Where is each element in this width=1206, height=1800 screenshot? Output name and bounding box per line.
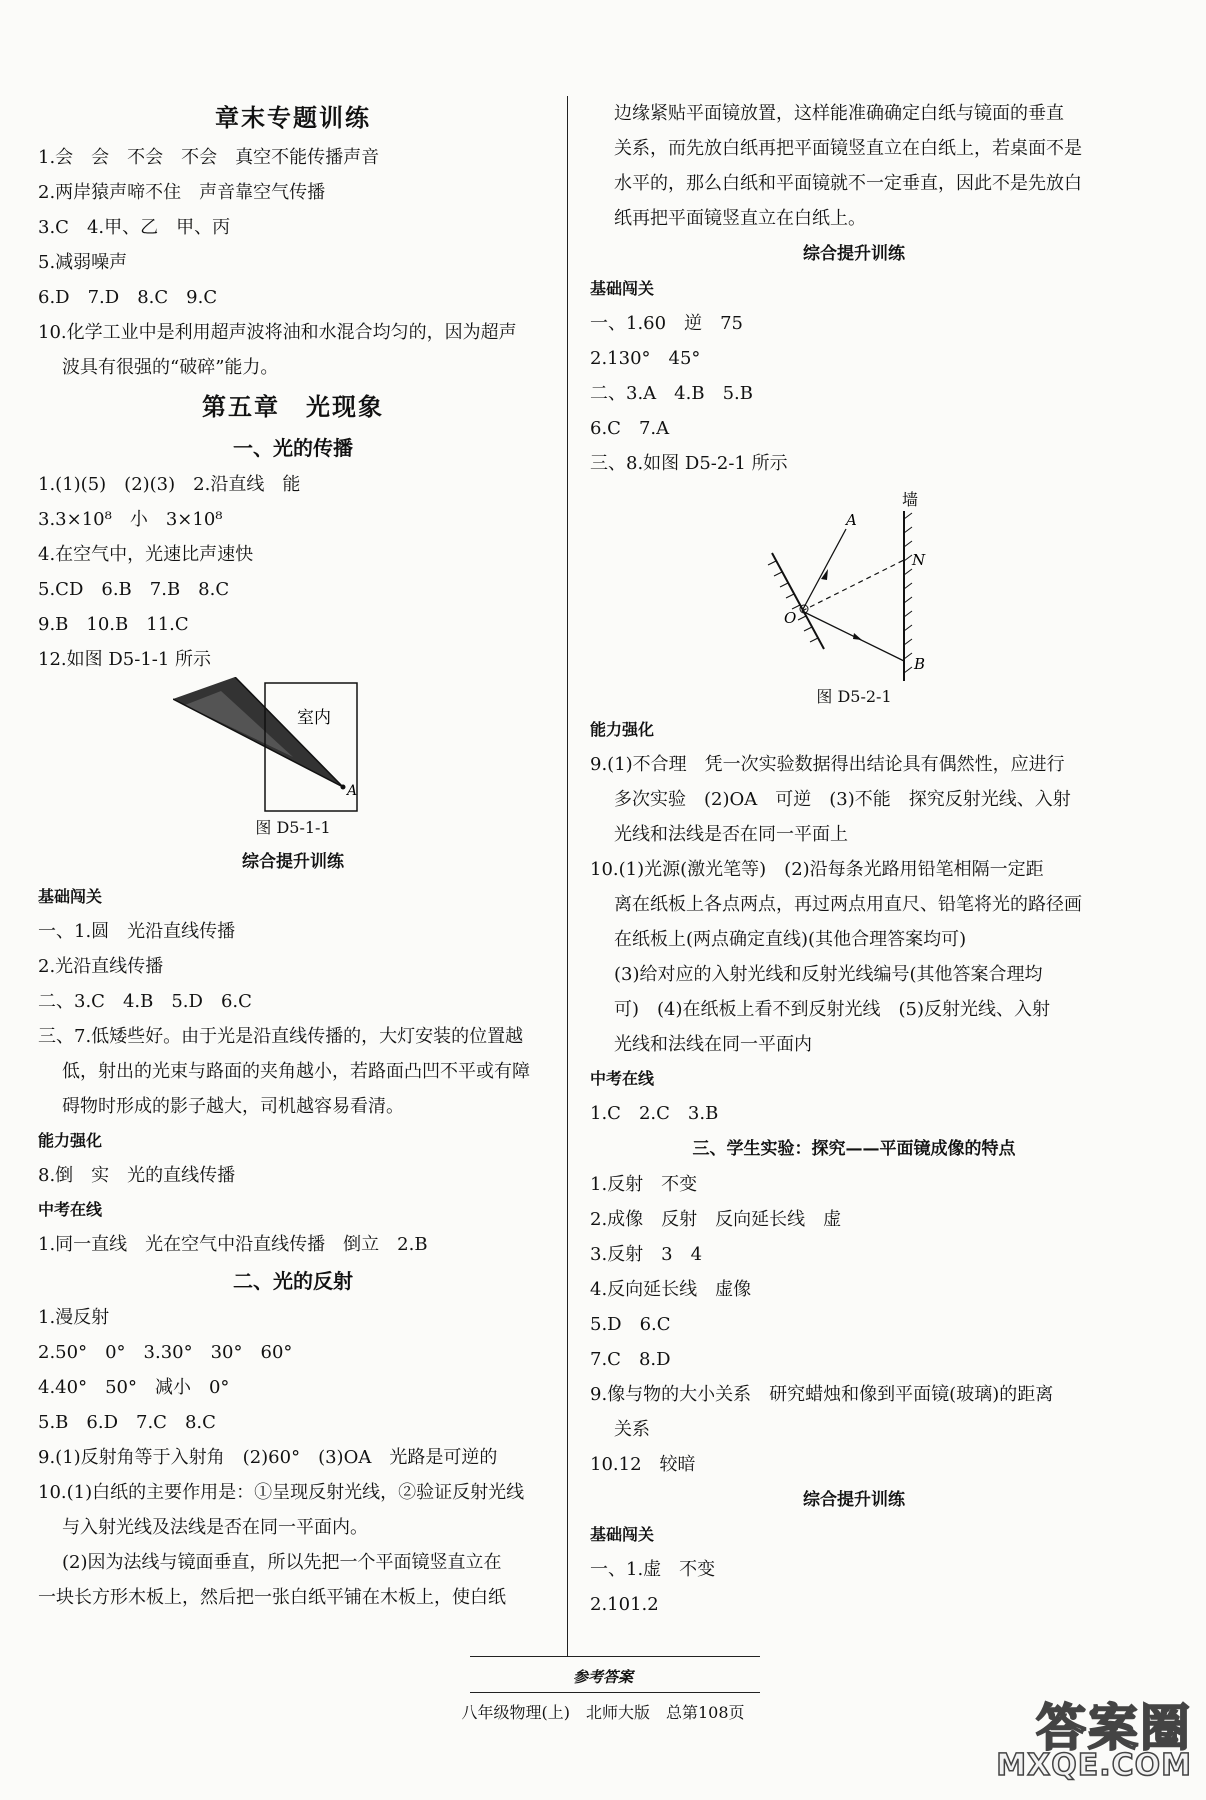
label-n: N (912, 551, 926, 569)
answer-line: 关系 (614, 1419, 650, 1440)
answer-line: 三、7.低矮些好。由于光是沿直线传播的，大灯安装的位置越 (38, 1026, 524, 1047)
subheading: 中考在线 (590, 1069, 655, 1088)
answer-line: 一、1.虚 不变 (590, 1559, 716, 1580)
normal-line (802, 560, 904, 611)
answer-line: 1.反射 不变 (590, 1174, 698, 1195)
answer-line: (2)因为法线与镜面垂直，所以先把一个平面镜竖直立在 (62, 1552, 502, 1573)
left-column (38, 96, 548, 1615)
answer-line: 波具有很强的“破碎”能力。 (62, 357, 279, 378)
section-heading: 三、学生实验：探究——平面镜成像的特点 (692, 1139, 1016, 1159)
answer-line: 2.两岸猿声啼不住 声音靠空气传播 (38, 182, 326, 203)
answer-line: 边缘紧贴平面镜放置，这样能准确确定白纸与镜面的垂直 (614, 103, 1064, 124)
answer-line: 4.反向延长线 虚像 (590, 1279, 752, 1300)
footer-info: 八年级物理(上) 北师大版 总第108页 (461, 1703, 745, 1722)
footer-title: 参考答案 (572, 1668, 633, 1686)
answer-line: 5.B 6.D 7.C 8.C (38, 1412, 216, 1433)
label-a: A (846, 511, 857, 529)
watermark-url: MXQE.COM (996, 1748, 1192, 1783)
answer-line: 2.130° 45° (590, 348, 701, 369)
answer-line: 10.(1)光源(激光笔等) (2)沿每条光路用铅笔相隔一定距 (590, 859, 1044, 880)
answer-line: 光线和法线在同一平面内 (614, 1034, 812, 1055)
answer-line: 一、1.60 逆 75 (590, 313, 743, 334)
answer-line: 可) (4)在纸板上看不到反射光线 (5)反射光线、入射 (614, 999, 1051, 1020)
answer-line: 光线和法线是否在同一平面上 (614, 824, 848, 845)
label-b: B (914, 655, 926, 673)
answer-line: 5.减弱噪声 (38, 252, 128, 273)
incident-ray (802, 529, 846, 611)
answer-line: 6.C 7.A (590, 418, 670, 439)
answer-line: 关系，而先放白纸再把平面镜竖直立在白纸上，若桌面不是 (614, 138, 1082, 159)
answer-line: 10.12 较暗 (590, 1454, 696, 1475)
answer-line: 9.(1)不合理 凭一次实验数据得出结论具有偶然性，应进行 (590, 754, 1065, 775)
answer-line: 多次实验 (2)OA 可逆 (3)不能 探究反射光线、入射 (614, 789, 1071, 810)
footer-rule (470, 1692, 760, 1693)
point-a (341, 785, 346, 790)
answer-line: 10.(1)白纸的主要作用是：①呈现反射光线，②验证反射光线 (38, 1482, 525, 1503)
answer-line: 2.50° 0° 3.30° 30° 60° (38, 1342, 293, 1363)
chapter-title: 第五章 光现象 (202, 393, 384, 421)
right-column (590, 96, 1118, 1622)
answer-line: 3.C 4.甲、乙 甲、丙 (38, 217, 231, 238)
answer-line: 纸再把平面镜竖直立在白纸上。 (614, 208, 866, 229)
answer-line: 2.成像 反射 反向延长线 虚 (590, 1209, 842, 1230)
answer-line: 一块长方形木板上，然后把一张白纸平铺在木板上，使白纸 (38, 1587, 506, 1608)
answer-line: 1.(1)(5) (2)(3) 2.沿直线 能 (38, 474, 301, 495)
answer-line: 三、8.如图 D5-2-1 所示 (590, 453, 788, 474)
answer-line: 2.光沿直线传播 (38, 956, 164, 977)
room-label: 室内 (297, 708, 331, 728)
answer-line: 5.CD 6.B 7.B 8.C (38, 579, 230, 600)
arrow-icon (853, 633, 862, 640)
answer-line: 二、3.A 4.B 5.B (590, 383, 753, 404)
answer-line: 4.在空气中，光速比声速快 (38, 544, 254, 565)
wall-label: 墙 (902, 490, 919, 509)
answer-line: 1.漫反射 (38, 1307, 110, 1328)
answer-line: 9.像与物的大小关系 研究蜡烛和像到平面镜(玻璃)的距离 (590, 1384, 1054, 1405)
answer-line: (3)给对应的入射光线和反射光线编号(其他答案合理均 (614, 964, 1043, 985)
answer-line: 与入射光线及法线是否在同一平面内。 (62, 1517, 368, 1538)
answer-line: 4.40° 50° 减小 0° (38, 1377, 230, 1398)
answer-line: 8.倒 实 光的直线传播 (38, 1165, 236, 1186)
answer-line: 在纸板上(两点确定直线)(其他合理答案均可) (614, 929, 967, 950)
subheading: 基础闯关 (38, 887, 103, 906)
subheading: 能力强化 (590, 720, 655, 739)
answer-line: 12.如图 D5-1-1 所示 (38, 649, 212, 670)
answer-line: 一、1.圆 光沿直线传播 (38, 921, 236, 942)
figure-d5-2-1 (754, 481, 954, 681)
subheading: 能力强化 (38, 1131, 103, 1150)
watermark-text: 答案圈 (1036, 1699, 1192, 1757)
figure-caption: 图 D5-1-1 (255, 818, 331, 837)
wall (904, 511, 912, 681)
answer-line: 离在纸板上各点两点，再过两点用直尺、铅笔将光的路径画 (614, 894, 1082, 915)
section-heading: 二、光的反射 (233, 1269, 353, 1293)
subheading: 基础闯关 (590, 1525, 655, 1544)
answer-line: 9.B 10.B 11.C (38, 614, 189, 635)
label-o: O (784, 609, 797, 627)
answer-line: 碍物时形成的影子越大，司机越容易看清。 (62, 1096, 404, 1117)
section-heading: 综合提升训练 (803, 244, 905, 264)
section-heading: 综合提升训练 (242, 852, 344, 872)
point-label: A (347, 783, 358, 799)
figure-caption: 图 D5-2-1 (816, 687, 892, 706)
answer-line: 7.C 8.D (590, 1349, 671, 1370)
answer-line: 二、3.C 4.B 5.D 6.C (38, 991, 252, 1012)
answer-line: 10.化学工业中是利用超声波将油和水混合均匀的，因为超声 (38, 322, 517, 343)
answer-line: 低，射出的光束与路面的夹角越小，若路面凸凹不平或有障 (62, 1061, 530, 1082)
answer-line: 水平的，那么白纸和平面镜就不一定垂直，因此不是先放白 (614, 173, 1082, 194)
section-heading: 综合提升训练 (803, 1490, 905, 1510)
answer-line: 3.3×10⁸ 小 3×10⁸ (38, 509, 223, 530)
answer-line: 9.(1)反射角等于入射角 (2)60° (3)OA 光路是可逆的 (38, 1447, 498, 1468)
answer-line: 2.101.2 (590, 1594, 659, 1615)
figure-d5-1-1 (173, 677, 413, 812)
answer-line: 3.反射 3 4 (590, 1244, 703, 1265)
answer-line: 5.D 6.C (590, 1314, 671, 1335)
subheading: 基础闯关 (590, 279, 655, 298)
section-heading: 一、光的传播 (233, 436, 353, 460)
watermark-logo (978, 1688, 1198, 1794)
answer-line: 1.C 2.C 3.B (590, 1103, 719, 1124)
answer-line: 1.会 会 不会 不会 真空不能传播声音 (38, 147, 380, 168)
mirror (768, 553, 824, 649)
answer-line: 1.同一直线 光在空气中沿直线传播 倒立 2.B (38, 1234, 428, 1255)
column-divider (567, 96, 568, 1656)
footer-rule (470, 1656, 760, 1657)
subheading: 中考在线 (38, 1200, 103, 1219)
answer-line: 6.D 7.D 8.C 9.C (38, 287, 218, 308)
section-heading: 章末专题训练 (215, 104, 371, 132)
